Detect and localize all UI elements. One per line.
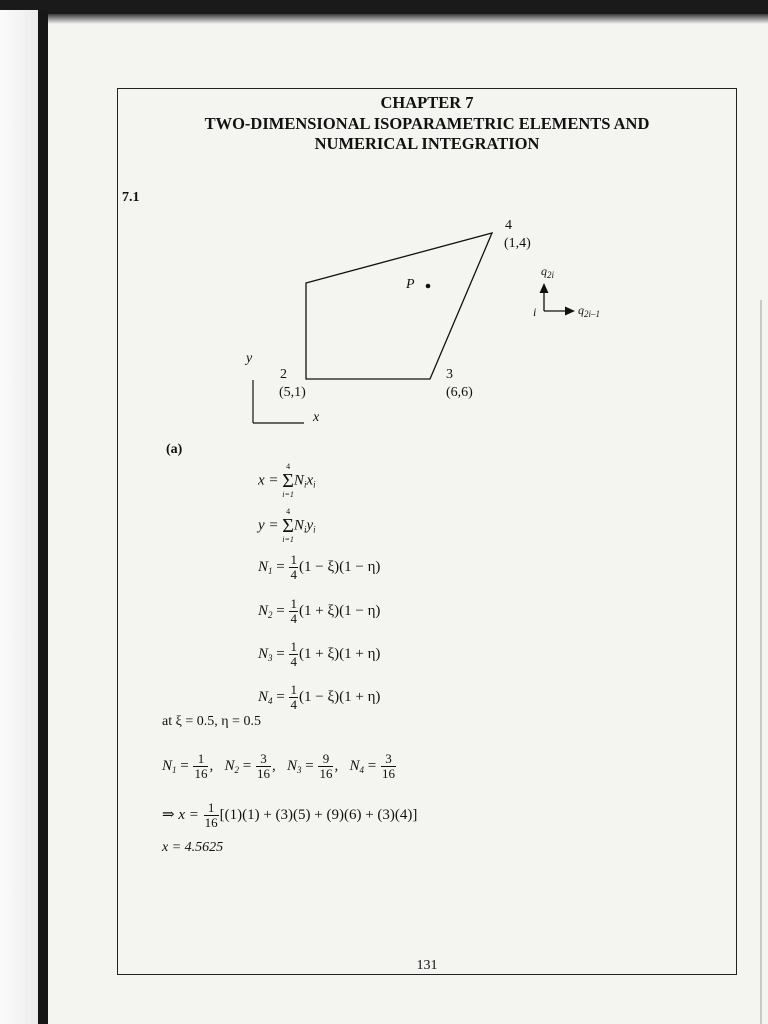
dof-node-label: i [533, 305, 537, 319]
node-3-label: 4 [505, 218, 512, 233]
point-p-marker [426, 284, 431, 289]
x-expr-lhs: ⇒ x = [162, 806, 199, 823]
part-a-label: (a) [166, 442, 183, 457]
shape-function-values: $N_1$ = $\frac{1}{16}$ , $N_2$ = $\frac{3}{16}$ , $N_3$ = $\frac{9}{16}$ , $N_4$ = $\frac{3}{16}$ [162, 751, 395, 781]
shape-function-n2: $N_2$ = $\frac{1}{4}$ (1 + ξ)(1 − η) [258, 596, 381, 626]
x-coordinate-result: x = 4.5625 [162, 840, 224, 855]
n2-factors: (1 + ξ)(1 − η) [298, 602, 381, 619]
sum-lower-limit: i=1 [282, 490, 294, 499]
sum-symbol: 4 Σ i=1 [282, 462, 294, 499]
n1-factors: (1 − ξ)(1 − η) [298, 558, 381, 575]
node-3-coord: (1,4) [504, 236, 531, 251]
x-coordinate-expression: ⇒ x = $\frac{1}{16}$ [(1)(1) + (3)(5) + (9)(6) + (3)(4)] [162, 800, 418, 830]
dof-horizontal-subscript: 2i–1 [584, 309, 601, 319]
chapter-heading: CHAPTER 7 [380, 93, 474, 112]
y-interpolation-equation: y = 4 Σ i=1 $N_iy_i$ [258, 507, 316, 544]
problem-number: 7.1 [122, 190, 140, 205]
dof-horizontal-label [578, 303, 600, 319]
n4-factors: (1 − ξ)(1 + η) [298, 688, 381, 705]
shape-function-n3: $N_3$ = $\frac{1}{4}$ (1 + ξ)(1 + η) [258, 639, 381, 669]
dof-vertical-subscript: 2i [547, 270, 555, 280]
shape-function-n1: $N_1$ = $\frac{1}{4}$ (1 − ξ)(1 − η) [258, 552, 381, 582]
element-outline [306, 233, 492, 379]
node-2-label: 3 [446, 367, 453, 382]
sum-symbol: 4 Σ i=1 [282, 507, 294, 544]
x-expr-rhs: [(1)(1) + (3)(5) + (9)(6) + (3)(4)] [219, 806, 418, 823]
dof-vertical-arrow-head [540, 283, 549, 293]
dof-horizontal-arrow-head [565, 307, 575, 316]
node-1-label: 2 [280, 367, 287, 382]
y-sum-lhs: y = [258, 517, 279, 534]
point-p-label: P [406, 277, 415, 292]
x-axis-label: x [313, 410, 320, 425]
chapter-title-line1: TWO-DIMENSIONAL ISOPARAMETRIC ELEMENTS AND [204, 114, 650, 133]
x-sum-lhs: x = [258, 472, 279, 489]
chapter-title-line2: NUMERICAL INTEGRATION [314, 134, 540, 153]
sum-upper-limit: 4 [286, 507, 291, 516]
dof-vertical-label [541, 264, 554, 280]
x-interpolation-equation: x = 4 Σ i=1 $N_ix_i$ [258, 462, 316, 499]
sum-upper-limit: 4 [286, 462, 291, 471]
n3-factors: (1 + ξ)(1 + η) [298, 645, 381, 662]
dof-vertical-symbol: q [541, 264, 547, 278]
evaluation-point-line: at ξ = 0.5, η = 0.5 [162, 714, 261, 729]
dof-horizontal-symbol: q [578, 303, 584, 317]
shape-function-n4: $N_4$ = $\frac{1}{4}$ (1 − ξ)(1 + η) [258, 682, 381, 712]
y-axis-label: y [246, 351, 253, 366]
sum-lower-limit: i=1 [282, 535, 294, 544]
node-1-coord: (5,1) [279, 385, 306, 400]
node-2-coord: (6,6) [446, 385, 473, 400]
page-number: 131 [416, 958, 438, 973]
